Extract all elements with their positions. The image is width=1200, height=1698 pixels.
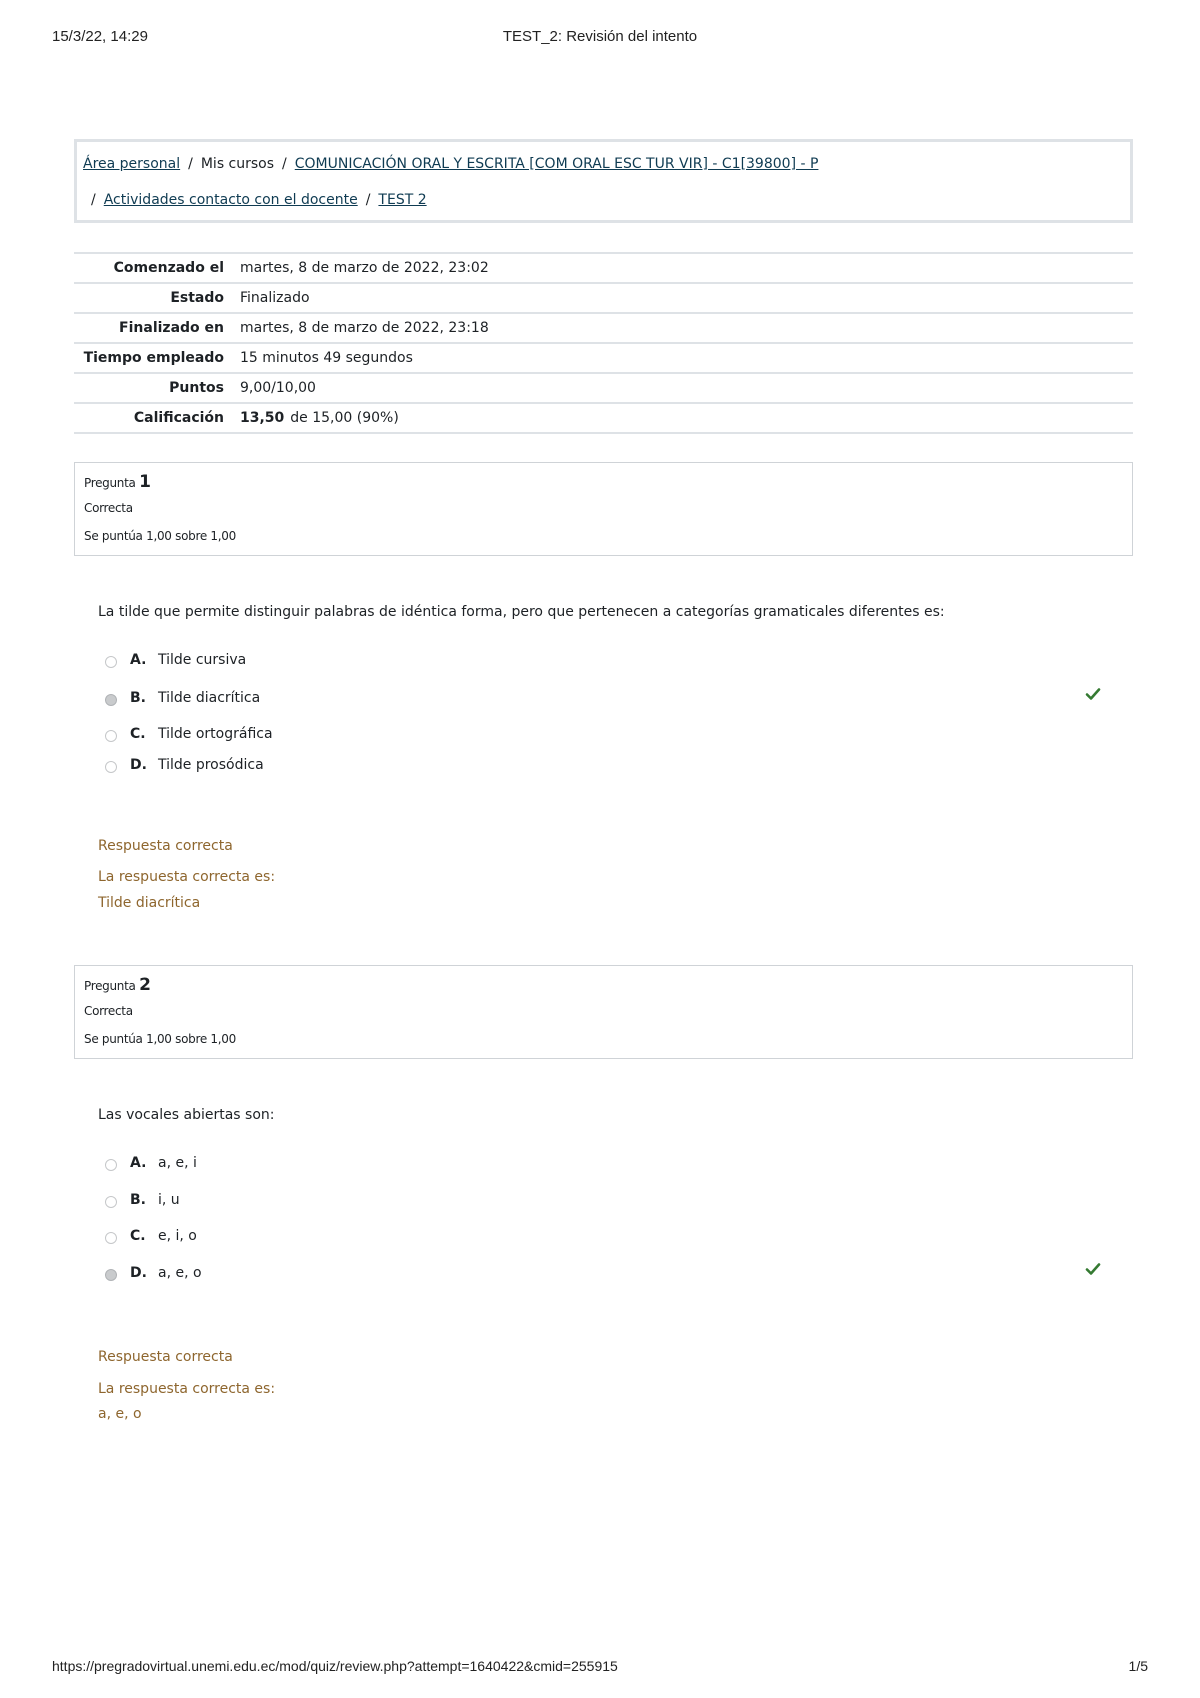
breadcrumb — [74, 139, 1133, 223]
feedback-text: Respuesta correcta — [98, 838, 233, 854]
print-header — [52, 28, 1148, 48]
question-number-value: 2 — [139, 975, 151, 995]
summary-row — [74, 253, 1133, 283]
answer-letter: A. — [130, 652, 147, 668]
breadcrumb-course-link[interactable]: COMUNICACIÓN ORAL Y ESCRITA [COM ORAL ESC TUR VIR] - C1[39800] - P — [294, 156, 819, 172]
answer-label: i, u — [158, 1192, 180, 1208]
right-answer-value: a, e, o — [98, 1406, 142, 1422]
question-text-1: La tilde que permite distinguir palabras de idéntica forma, pero que pertenecen a categorías gramaticales diferentes es: — [98, 604, 945, 620]
question-prefix: Pregunta — [84, 979, 136, 993]
attempt-summary-table — [74, 252, 1133, 434]
question-number — [84, 472, 151, 492]
print-footer — [52, 1658, 1148, 1678]
answer-option[interactable] — [105, 1155, 1105, 1179]
answer-option[interactable] — [105, 1192, 1105, 1216]
summary-row — [74, 373, 1133, 403]
breadcrumb-separator: / — [365, 192, 371, 208]
summary-value-points: 9,00/10,00 — [240, 380, 316, 396]
answer-label: Tilde cursiva — [158, 652, 247, 668]
radio-icon[interactable] — [105, 1159, 117, 1171]
answer-label: a, e, i — [158, 1155, 197, 1171]
answer-label: Tilde diacrítica — [158, 690, 261, 706]
summary-label-finished: Finalizado en — [119, 320, 224, 336]
question-number — [84, 975, 151, 995]
answer-letter: B. — [130, 690, 146, 706]
answer-label: Tilde prosódica — [158, 757, 264, 773]
question-info-1 — [74, 462, 1133, 556]
summary-label-started: Comenzado el — [113, 260, 224, 276]
right-answer-label: La respuesta correcta es: — [98, 1381, 276, 1397]
right-answer-label: La respuesta correcta es: — [98, 869, 276, 885]
answer-label: a, e, o — [158, 1265, 202, 1281]
summary-value-finished: martes, 8 de marzo de 2022, 23:18 — [240, 320, 489, 336]
answer-option[interactable] — [105, 726, 1105, 750]
right-answer-value: Tilde diacrítica — [98, 895, 201, 911]
question-number-value: 1 — [139, 472, 151, 492]
check-icon — [1085, 1261, 1101, 1277]
answer-letter: B. — [130, 1192, 146, 1208]
question-state: Correcta — [84, 1004, 133, 1018]
print-title: TEST_2: Revisión del intento — [502, 28, 698, 45]
answer-option-selected[interactable] — [105, 690, 1105, 714]
summary-value-grade — [234, 403, 1133, 433]
question-prefix: Pregunta — [84, 476, 136, 490]
summary-value-started: martes, 8 de marzo de 2022, 23:02 — [240, 260, 489, 276]
breadcrumb-separator: / — [91, 192, 96, 208]
answer-option[interactable] — [105, 652, 1105, 676]
summary-row — [74, 313, 1133, 343]
feedback-text: Respuesta correcta — [98, 1349, 233, 1365]
question-grade: Se puntúa 1,00 sobre 1,00 — [84, 1032, 236, 1046]
print-url: https://pregradovirtual.unemi.edu.ec/mod/quiz/review.php?attempt=1640422&cmid=255915 — [52, 1658, 618, 1674]
summary-grade-total: de 15,00 (90%) — [290, 410, 399, 426]
summary-row — [74, 403, 1133, 433]
summary-label-state: Estado — [170, 290, 224, 306]
question-grade: Se puntúa 1,00 sobre 1,00 — [84, 529, 236, 543]
answer-letter: C. — [130, 726, 146, 742]
summary-row — [74, 283, 1133, 313]
breadcrumb-section-link[interactable]: Actividades contacto con el docente — [103, 192, 358, 208]
check-icon — [1085, 686, 1101, 702]
summary-label-points: Puntos — [169, 380, 224, 396]
radio-icon[interactable] — [105, 1269, 117, 1281]
breadcrumb-home-link[interactable]: Área personal — [83, 156, 181, 172]
radio-icon[interactable] — [105, 1232, 117, 1244]
answer-option[interactable] — [105, 1228, 1105, 1252]
breadcrumb-mycourses: Mis cursos — [200, 156, 275, 172]
summary-row — [74, 343, 1133, 373]
radio-icon[interactable] — [105, 1196, 117, 1208]
answer-letter: A. — [130, 1155, 147, 1171]
question-info-2 — [74, 965, 1133, 1059]
summary-grade-score: 13,50 — [240, 410, 285, 426]
answer-letter: D. — [130, 1265, 147, 1281]
summary-value-time: 15 minutos 49 segundos — [240, 350, 413, 366]
breadcrumb-separator: / — [282, 156, 287, 172]
answer-letter: D. — [130, 757, 147, 773]
answer-label: e, i, o — [158, 1228, 197, 1244]
print-date: 15/3/22, 14:29 — [52, 28, 148, 45]
summary-label-grade: Calificación — [133, 410, 224, 426]
summary-value-state: Finalizado — [240, 290, 310, 306]
answer-option-selected[interactable] — [105, 1265, 1105, 1289]
radio-icon[interactable] — [105, 761, 117, 773]
question-state: Correcta — [84, 501, 133, 515]
radio-icon[interactable] — [105, 656, 117, 668]
answer-label: Tilde ortográfica — [158, 726, 273, 742]
question-text-2: Las vocales abiertas son: — [98, 1107, 275, 1123]
breadcrumb-separator: / — [188, 156, 193, 172]
breadcrumb-quiz-link[interactable]: TEST 2 — [378, 192, 427, 208]
radio-icon[interactable] — [105, 730, 117, 742]
radio-icon[interactable] — [105, 694, 117, 706]
print-page-number: 1/5 — [1128, 1658, 1148, 1674]
answer-option[interactable] — [105, 757, 1105, 781]
answer-letter: C. — [130, 1228, 146, 1244]
summary-label-time: Tiempo empleado — [83, 350, 224, 366]
